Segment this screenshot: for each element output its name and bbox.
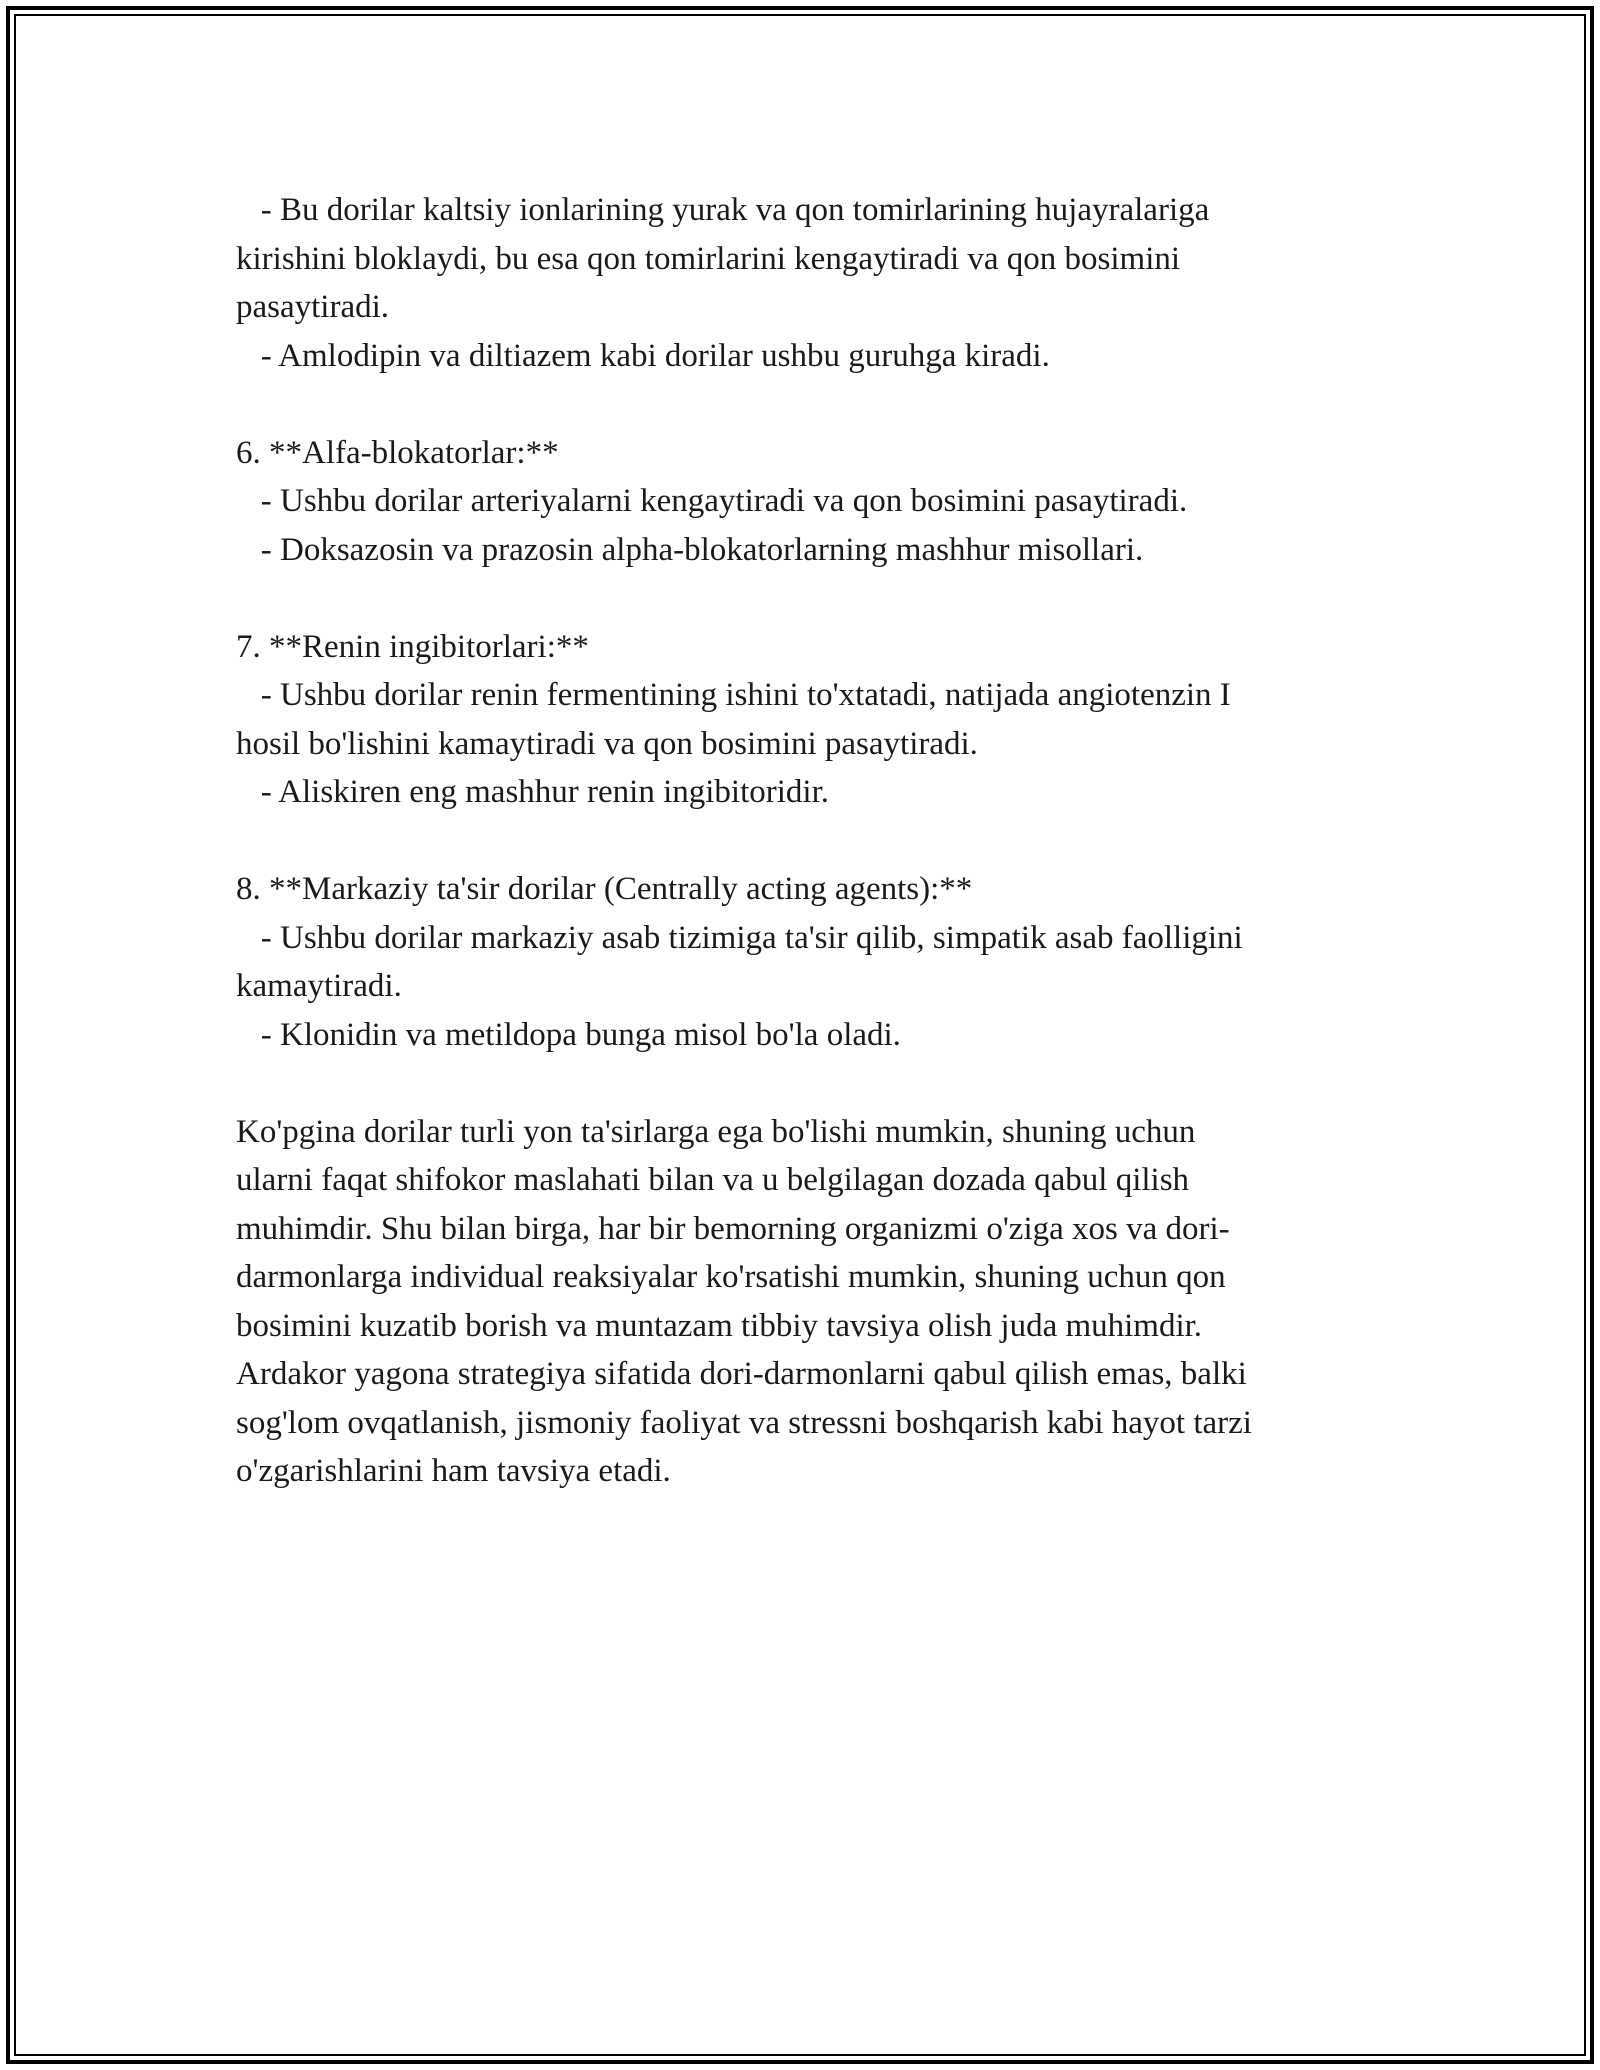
blank-line — [236, 817, 1366, 866]
text-line: hosil bo'lishini kamaytiradi va qon bosimini pasaytiradi. — [236, 725, 978, 762]
text-line: - Bu dorilar kaltsiy ionlarining yurak va qon tomirlarining hujayralariga — [236, 192, 1210, 228]
paragraph-line: sog'lom ovqatlanish, jismoniy faoliyat va stressni boshqarish kabi hayot tarzi — [236, 1404, 1252, 1441]
blank-line — [236, 574, 1366, 623]
text-line: pasaytiradi. — [236, 289, 390, 325]
paragraph-line: muhimdir. Shu bilan birga, har bir bemorning organizmi o'ziga xos va dori- — [236, 1210, 1230, 1247]
blank-line — [236, 1059, 1366, 1108]
text-line: kirishini bloklaydi, bu esa qon tomirlarini kengaytiradi va qon bosimini — [236, 240, 1181, 277]
paragraph-line: Ardakor yagona strategiya sifatida dori-darmonlarni qabul qilish emas, balki — [236, 1356, 1247, 1392]
text-line: - Ushbu dorilar renin fermentining ishini to'xtatadi, natijada angiotenzin I — [236, 677, 1231, 713]
section-heading: 6. **Alfa-blokatorlar:** — [236, 434, 559, 471]
paragraph-line: darmonlarga individual reaksiyalar ko'rsatishi mumkin, shuning uchun qon — [236, 1259, 1226, 1295]
text-line: - Aliskiren eng mashhur renin ingibitoridir. — [236, 774, 830, 810]
paragraph-line: o'zgarishlarini ham tavsiya etadi. — [236, 1453, 671, 1489]
paragraph-line: bosimini kuzatib borish va muntazam tibbiy tavsiya olish juda muhimdir. — [236, 1307, 1203, 1344]
section-heading: 7. **Renin ingibitorlari:** — [236, 628, 589, 665]
text-line: kamaytiradi. — [236, 968, 402, 1004]
text-line: - Amlodipin va diltiazem kabi dorilar ushbu guruhga kiradi. — [236, 337, 1050, 374]
document-body — [236, 186, 1366, 1496]
text-line: - Ushbu dorilar arteriyalarni kengaytiradi va qon bosimini pasaytiradi. — [236, 483, 1188, 519]
blank-line — [236, 380, 1366, 429]
paragraph-line: Ko'pgina dorilar turli yon ta'sirlarga ega bo'lishi mumkin, shuning uchun — [236, 1113, 1196, 1150]
paragraph-line: ularni faqat shifokor maslahati bilan va u belgilagan dozada qabul qilish — [236, 1162, 1190, 1198]
section-heading: 8. **Markaziy ta'sir dorilar (Centrally acting agents):** — [236, 871, 973, 907]
text-line: - Ushbu dorilar markaziy asab tizimiga ta'sir qilib, simpatik asab faolligini — [236, 919, 1243, 956]
text-line: - Doksazosin va prazosin alpha-blokatorlarning mashhur misollari. — [236, 531, 1144, 568]
text-line: - Klonidin va metildopa bunga misol bo'la oladi. — [236, 1016, 901, 1053]
